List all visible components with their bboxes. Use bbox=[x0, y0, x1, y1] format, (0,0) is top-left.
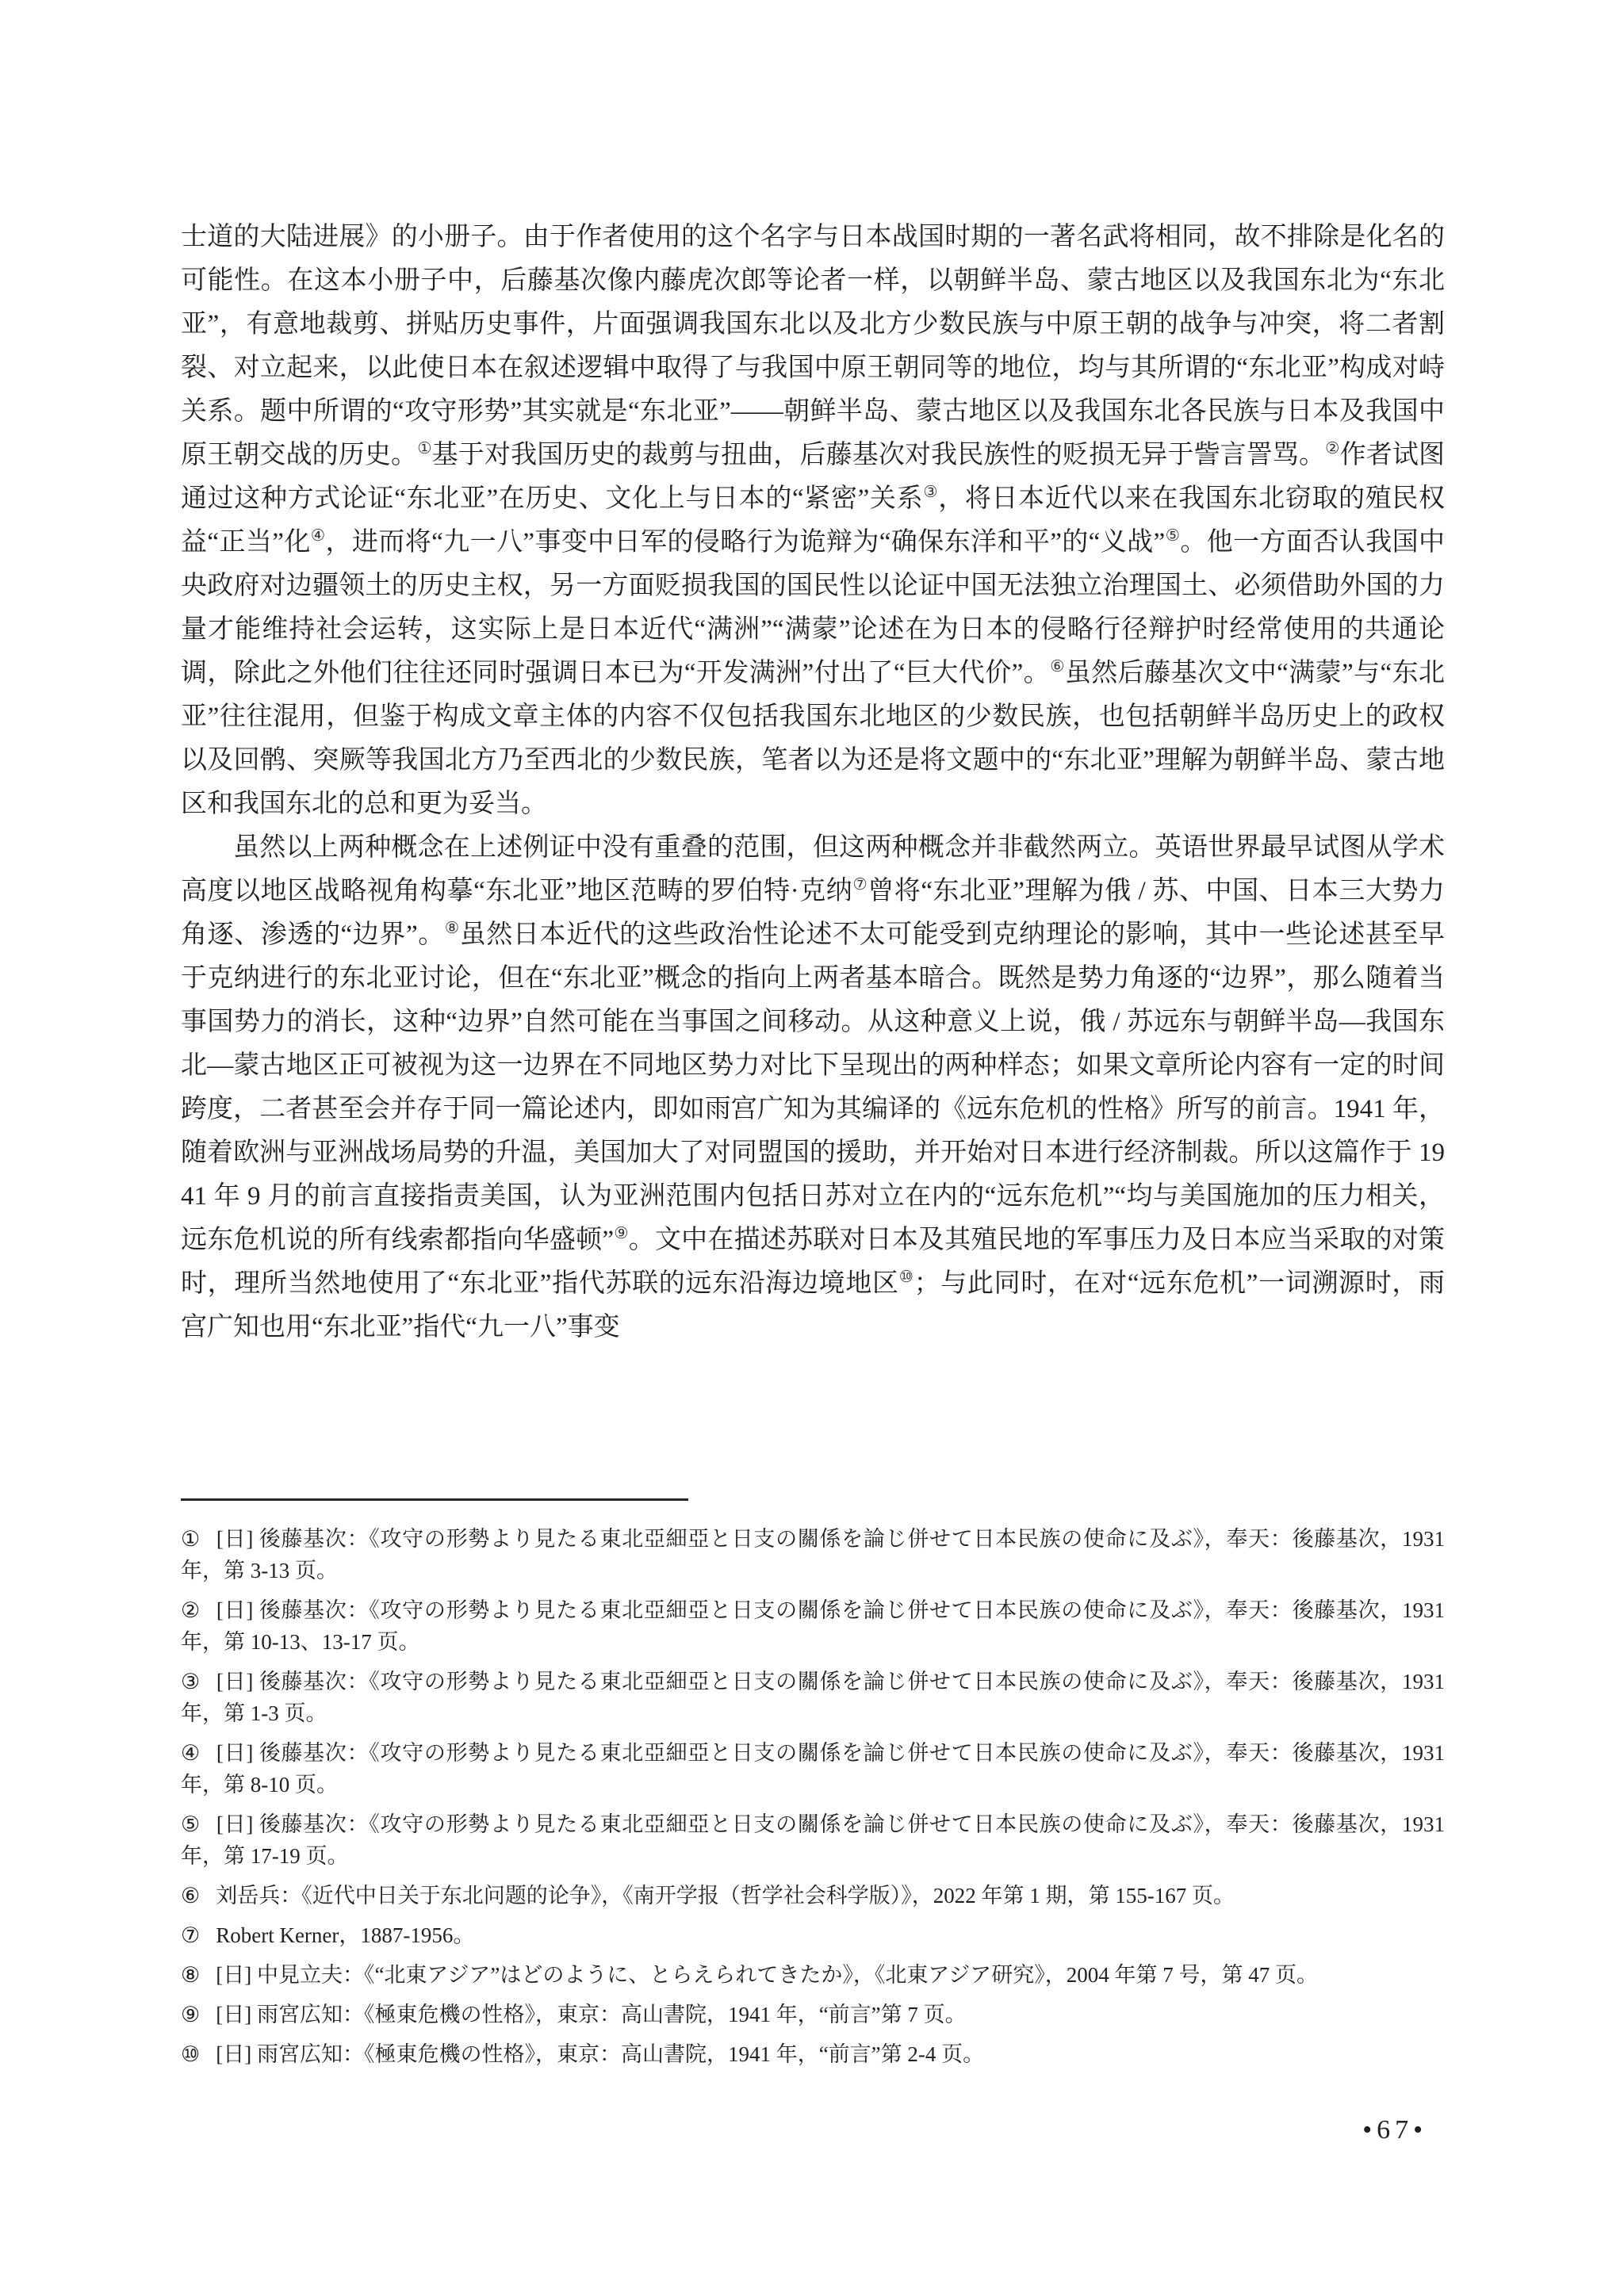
footnote-ref: ⑧ bbox=[444, 920, 460, 937]
footnote-ref: ② bbox=[1325, 440, 1340, 457]
footnote-marker: ⑧ bbox=[181, 1963, 201, 1987]
footnote-marker: ② bbox=[181, 1598, 201, 1622]
footnote bbox=[181, 1999, 1445, 2030]
footnote-text: [日] 後藤基次：《攻守の形勢より見たる東北亞細亞と日支の關係を論じ併せて日本民族の使命に及ぶ》，奉天：後藤基次，1931 年，第 17-19 页。 bbox=[181, 1812, 1445, 1868]
footnote-ref: ① bbox=[417, 440, 432, 457]
footnote-text: [日] 雨宮広知：《極東危機の性格》，東京：高山書院，1941 年，“前言”第 2-4 页。 bbox=[216, 2042, 985, 2066]
footnote bbox=[181, 1666, 1445, 1729]
footnote-area bbox=[181, 1498, 1445, 2078]
footnote-marker: ⑩ bbox=[181, 2042, 201, 2066]
footnote bbox=[181, 1737, 1445, 1800]
footnote-separator bbox=[181, 1498, 688, 1501]
page-number: •67• bbox=[1362, 2115, 1427, 2145]
footnote-ref: ④ bbox=[310, 527, 326, 545]
footnote-text: [日] 後藤基次：《攻守の形勢より見たる東北亞細亞と日支の關係を論じ併せて日本民族の使命に及ぶ》，奉天：後藤基次，1931 年，第 1-3 页。 bbox=[181, 1670, 1445, 1725]
footnote bbox=[181, 1523, 1445, 1586]
footnote-text: [日] 後藤基次：《攻守の形勢より見たる東北亞細亞と日支の關係を論じ併せて日本民族の使命に及ぶ》，奉天：後藤基次，1931 年，第 3-13 页。 bbox=[181, 1527, 1445, 1582]
footnote bbox=[181, 2038, 1445, 2070]
footnote-marker: ⑥ bbox=[181, 1884, 201, 1908]
footnote-ref: ⑩ bbox=[898, 1269, 914, 1286]
footnote-text: Robert Kerner，1887-1956。 bbox=[216, 1923, 475, 1947]
footnote-ref: ⑨ bbox=[614, 1225, 629, 1242]
footnote-text: [日] 中見立夫：《“北東アジア”はどのように、とらえられてきたか》，《北東アジア研究》，2004 年第 7 号，第 47 页。 bbox=[216, 1963, 1319, 1987]
footnote-ref: ⑥ bbox=[1050, 658, 1065, 675]
footnote-text: [日] 後藤基次：《攻守の形勢より見たる東北亞細亞と日支の關係を論じ併せて日本民族の使命に及ぶ》，奉天：後藤基次，1931 年，第 10-13、13-17 页。 bbox=[181, 1598, 1445, 1654]
footnote-marker: ① bbox=[181, 1527, 201, 1551]
footnote-marker: ④ bbox=[181, 1741, 201, 1765]
footnote-marker: ⑦ bbox=[181, 1923, 201, 1947]
footnote bbox=[181, 1594, 1445, 1658]
footnote-ref: ⑤ bbox=[1165, 527, 1181, 545]
footnote-ref: ③ bbox=[923, 484, 939, 501]
footnote-text: [日] 後藤基次：《攻守の形勢より見たる東北亞細亞と日支の關係を論じ併せて日本民族の使命に及ぶ》，奉天：後藤基次，1931 年，第 8-10 页。 bbox=[181, 1741, 1445, 1797]
footnote-text: [日] 雨宮広知：《極東危機の性格》，東京：高山書院，1941 年，“前言”第 7 页。 bbox=[216, 2003, 967, 2026]
footnote-marker: ⑨ bbox=[181, 2003, 201, 2026]
paragraph: 士道的大陆进展》的小册子。由于作者使用的这个名字与日本战国时期的一著名武将相同，故不排除是化名的可能性。在这本小册子中，后藤基次像内藤虎次郎等论者一样，以朝鲜半岛、蒙古地区以及我国东北为“东北亚”，有意地裁剪、拼贴历史事件，片面强调我国东北以及北方少数民族与中原王朝的战争与冲突，将二者割裂、对立起来，以此使日本在叙述逻辑中取得了与我国中原王朝同等的地位，均与其所谓的“东北亚”构成对峙关系。题中所谓的“攻守形势”其实就是“东北亚”——朝鲜半岛、蒙古地区以及我国东北各民族与日本及我国中原王朝交战的历史。①基于对我国历史的裁剪与扭曲，后藤基次对我民族性的贬损无异于訾言詈骂。②作者试图通过这种方式论证“东北亚”在历史、文化上与日本的“紧密”关系③，将日本近代以来在我国东北窃取的殖民权益“正当”化④，进而将“九一八”事变中日军的侵略行为诡辩为“确保东洋和平”的“义战”⑤。他一方面否认我国中央政府对边疆领土的历史主权，另一方面贬损我国的国民性以论证中国无法独立治理国土、必须借助外国的力量才能维持社会运转，这实际上是日本近代“满洲”“满蒙”论述在为日本的侵略行径辩护时经常使用的共通论调，除此之外他们往往还同时强调日本已为“开发满洲”付出了“巨大代价”。⑥虽然后藤基次文中“满蒙”与“东北亚”往往混用，但鉴于构成文章主体的内容不仅包括我国东北地区的少数民族，也包括朝鲜半岛历史上的政权以及回鹘、突厥等我国北方乃至西北的少数民族，笔者以为还是将文题中的“东北亚”理解为朝鲜半岛、蒙古地区和我国东北的总和更为妥当。 bbox=[181, 223, 1446, 818]
footnote-text: 刘岳兵：《近代中日关于东北问题的论争》，《南开学报（哲学社会科学版）》，2022 年第 1 期，第 155-167 页。 bbox=[216, 1884, 1235, 1908]
body-text bbox=[181, 216, 1445, 1349]
footnote bbox=[181, 1959, 1445, 1991]
footnote-marker: ⑤ bbox=[181, 1812, 201, 1836]
footnotes-list bbox=[181, 1523, 1445, 2070]
footnote bbox=[181, 1808, 1445, 1872]
footnote bbox=[181, 1880, 1445, 1911]
paragraph: 虽然以上两种概念在上述例证中没有重叠的范围，但这两种概念并非截然两立。英语世界最早试图从学术高度以地区战略视角构摹“东北亚”地区范畴的罗伯特·克纳⑦曾将“东北亚”理解为俄 / 苏、中国、日本三大势力角逐、渗透的“边界”。⑧虽然日本近代的这些政治性论述不太可能受到克纳理论的影响，其中一些论述甚至早于克纳进行的东北亚讨论，但在“东北亚”概念的指向上两者基本暗合。既然是势力角逐的“边界”，那么随着当事国势力的消长，这种“边界”自然可能在当事国之间移动。从这种意义上说，俄 / 苏远东与朝鲜半岛—我国东北—蒙古地区正可被视为这一边界在不同地区势力对比下呈现出的两种样态；如果文章所论内容有一定的时间跨度，二者甚至会并存于同一篇论述内，即如雨宫广知为其编译的《远东危机的性格》所写的前言。1941 年，随着欧洲与亚洲战场局势的升温，美国加大了对同盟国的援助，并开始对日本进行经济制裁。所以这篇作于 1941 年 9 月的前言直接指责美国，认为亚洲范围内包括日苏对立在内的“远东危机”“均与美国施加的压力相关，远东危机说的所有线索都指向华盛顿”⑨。文中在描述苏联对日本及其殖民地的军事压力及日本应当采取的对策时，理所当然地使用了“东北亚”指代苏联的远东沿海边境地区⑩；与此同时，在对“远东危机”一词溯源时，雨宫广知也用“东北亚”指代“九一八”事变 bbox=[181, 833, 1446, 1341]
footnote bbox=[181, 1919, 1445, 1951]
footnote-ref: ⑦ bbox=[852, 876, 868, 894]
footnote-marker: ③ bbox=[181, 1670, 201, 1693]
